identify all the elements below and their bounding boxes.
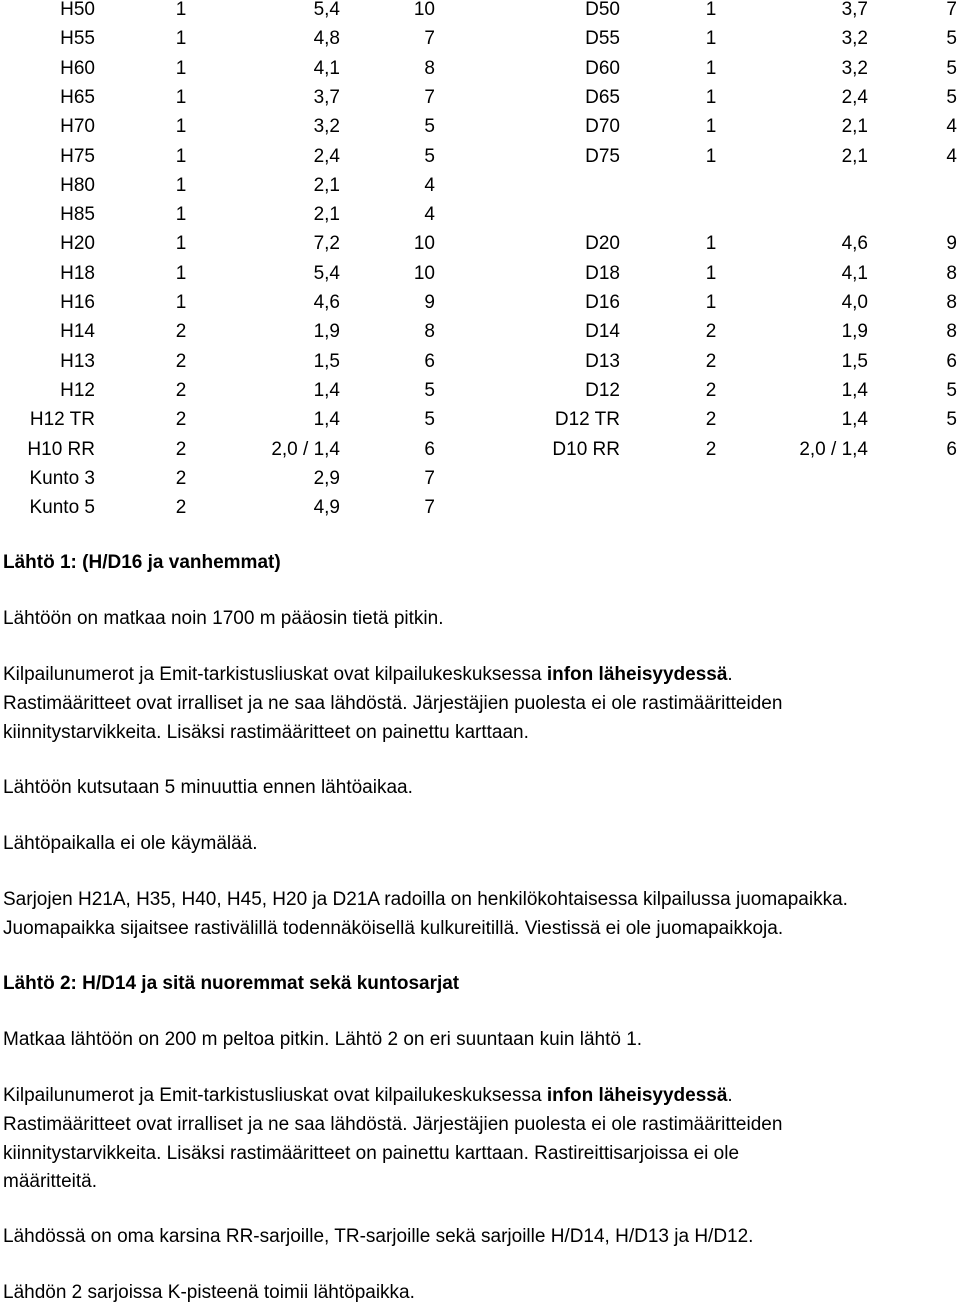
men-class-name: H20 <box>60 233 95 255</box>
start2-kpoint-text: Lähdön 2 sarjoissa K-pisteenä toimii lähtöpaikka. <box>3 1282 415 1303</box>
women-control-count: 5 <box>946 409 957 431</box>
women-control-count: 4 <box>946 116 957 138</box>
start2-emit-bold: infon läheisyydessä <box>546 1085 728 1106</box>
women-class-name: D10 RR <box>552 438 620 460</box>
men-course-length: 5,4 <box>313 0 340 20</box>
men-class-name: H85 <box>60 204 95 226</box>
women-control-count: 5 <box>946 28 957 50</box>
men-course-length: 4,6 <box>313 292 340 313</box>
men-leg-number: 2 <box>175 321 187 343</box>
men-control-count: 5 <box>424 379 435 401</box>
start2-heading: Lähtö 2: H/D14 ja sitä nuoremmat sekä kuntosarjat <box>3 973 460 994</box>
women-control-count: 8 <box>946 321 957 343</box>
women-class-name: D60 <box>585 57 620 79</box>
women-class-name: D50 <box>585 0 620 20</box>
men-class-name: H12 TR <box>29 409 95 431</box>
women-course-length: 4,1 <box>841 262 868 284</box>
table-row <box>0 234 960 263</box>
women-leg-number: 1 <box>705 86 717 108</box>
start2-emit-text <box>3 1081 953 1110</box>
start2-emit-pre: Kilpailunumerot ja Emit-tarkistusliuskat ovat kilpailukeskuksessa <box>3 1085 547 1106</box>
men-leg-number: 2 <box>175 379 187 401</box>
men-class-name: Kunto 5 <box>29 497 95 519</box>
men-control-count: 5 <box>424 116 435 138</box>
men-leg-number: 2 <box>175 497 187 519</box>
table-row <box>0 88 960 117</box>
men-control-count: 7 <box>424 28 435 50</box>
women-leg-number: 2 <box>705 350 717 372</box>
men-leg-number: 1 <box>175 57 187 79</box>
women-control-count: 4 <box>946 145 957 167</box>
women-course-length: 3,7 <box>841 0 868 20</box>
table-row <box>0 176 960 205</box>
men-leg-number: 1 <box>175 204 187 226</box>
table-row <box>0 381 960 410</box>
women-class-name: D14 <box>585 321 620 343</box>
men-class-name: H10 RR <box>27 438 95 460</box>
women-class-name: D12 <box>585 379 620 401</box>
men-leg-number: 1 <box>175 86 187 108</box>
table-row <box>0 410 960 439</box>
table-row <box>0 59 960 88</box>
men-class-name: H16 <box>60 292 95 313</box>
men-leg-number: 1 <box>175 262 187 284</box>
women-control-count: 7 <box>946 0 957 20</box>
women-control-count: 6 <box>946 438 957 460</box>
start1-call-text: Lähtöön kutsutaan 5 minuuttia ennen lähtöaikaa. <box>3 777 413 798</box>
men-course-length: 1,9 <box>313 321 340 343</box>
table-row <box>0 205 960 234</box>
women-leg-number: 1 <box>705 233 717 255</box>
men-course-length: 7,2 <box>313 233 340 255</box>
women-class-name: D20 <box>585 233 620 255</box>
men-class-name: H12 <box>60 379 95 401</box>
start1-emit-bold: infon läheisyydessä <box>546 664 728 685</box>
start2-descriptions-line1: Rastimääritteet ovat irralliset ja ne saa lähdöstä. Järjestäjien puolesta ei ole rastimääritteiden <box>3 1114 783 1135</box>
men-control-count: 10 <box>413 262 435 284</box>
men-course-length: 2,0 / 1,4 <box>271 438 340 460</box>
women-leg-number: 1 <box>705 57 717 79</box>
women-class-name: D75 <box>585 145 620 167</box>
women-control-count: 6 <box>946 350 957 372</box>
women-leg-number: 2 <box>705 438 717 460</box>
men-leg-number: 2 <box>175 350 187 372</box>
start2-emit-post: . <box>727 1085 733 1106</box>
men-leg-number: 1 <box>175 233 187 255</box>
men-leg-number: 1 <box>175 28 187 50</box>
men-class-name: H55 <box>60 28 95 50</box>
men-class-name: H70 <box>60 116 95 138</box>
men-control-count: 4 <box>424 204 435 226</box>
women-course-length: 1,4 <box>841 409 868 431</box>
women-leg-number: 1 <box>705 262 717 284</box>
men-control-count: 10 <box>413 233 435 255</box>
men-class-name: H65 <box>60 86 95 108</box>
women-class-name: D16 <box>585 292 620 313</box>
men-control-count: 5 <box>424 145 435 167</box>
table-row <box>0 117 960 146</box>
men-course-length: 2,4 <box>313 145 340 167</box>
women-class-name: D13 <box>585 350 620 372</box>
men-course-length: 4,9 <box>313 497 340 519</box>
table-row <box>0 147 960 176</box>
men-control-count: 10 <box>413 0 435 20</box>
women-control-count: 8 <box>946 292 957 313</box>
table-row <box>0 293 960 322</box>
men-leg-number: 1 <box>175 116 187 138</box>
women-class-name: D12 TR <box>554 409 620 431</box>
men-course-length: 4,1 <box>313 57 340 79</box>
men-leg-number: 1 <box>175 174 187 196</box>
women-leg-number: 2 <box>705 409 717 431</box>
men-course-length: 2,1 <box>313 204 340 226</box>
men-course-length: 1,4 <box>313 409 340 431</box>
men-control-count: 7 <box>424 467 435 489</box>
men-class-name: H13 <box>60 350 95 372</box>
men-course-length: 5,4 <box>313 262 340 284</box>
table-row <box>0 469 960 498</box>
start1-heading: Lähtö 1: (H/D16 ja vanhemmat) <box>3 552 281 573</box>
men-control-count: 5 <box>424 409 435 431</box>
table-row <box>0 264 960 293</box>
start1-distance-text: Lähtöön on matkaa noin 1700 m pääosin tietä pitkin. <box>3 608 444 629</box>
men-course-length: 4,8 <box>313 28 340 50</box>
men-class-name: H75 <box>60 145 95 167</box>
men-leg-number: 1 <box>175 292 187 313</box>
table-row <box>0 352 960 381</box>
men-class-name: H80 <box>60 174 95 196</box>
start1-emit-text <box>3 660 953 689</box>
men-class-name: Kunto 3 <box>29 467 95 489</box>
women-leg-number: 1 <box>705 292 717 313</box>
men-course-length: 1,5 <box>313 350 340 372</box>
women-control-count: 8 <box>946 262 957 284</box>
men-class-name: H60 <box>60 57 95 79</box>
women-course-length: 4,0 <box>841 292 868 313</box>
men-course-length: 3,7 <box>313 86 340 108</box>
men-control-count: 7 <box>424 86 435 108</box>
start1-descriptions-line1: Rastimääritteet ovat irralliset ja ne saa lähdöstä. Järjestäjien puolesta ei ole rastimääritteiden <box>3 693 783 714</box>
women-course-length: 1,5 <box>841 350 868 372</box>
men-control-count: 6 <box>424 438 435 460</box>
women-course-length: 3,2 <box>841 28 868 50</box>
women-control-count: 9 <box>946 233 957 255</box>
table-row <box>0 322 960 351</box>
women-class-name: D65 <box>585 86 620 108</box>
women-course-length: 2,0 / 1,4 <box>799 438 868 460</box>
women-leg-number: 1 <box>705 28 717 50</box>
start1-emit-pre: Kilpailunumerot ja Emit-tarkistusliuskat ovat kilpailukeskuksessa <box>3 664 547 685</box>
table-row <box>0 29 960 58</box>
men-course-length: 3,2 <box>313 116 340 138</box>
women-control-count: 5 <box>946 57 957 79</box>
men-leg-number: 2 <box>175 467 187 489</box>
men-course-length: 2,9 <box>313 467 340 489</box>
men-leg-number: 2 <box>175 438 187 460</box>
table-row <box>0 0 960 29</box>
women-leg-number: 1 <box>705 116 717 138</box>
women-course-length: 2,4 <box>841 86 868 108</box>
women-course-length: 2,1 <box>841 116 868 138</box>
women-class-name: D55 <box>585 28 620 50</box>
women-class-name: D18 <box>585 262 620 284</box>
women-course-length: 3,2 <box>841 57 868 79</box>
men-control-count: 9 <box>424 292 435 313</box>
men-control-count: 6 <box>424 350 435 372</box>
women-course-length: 4,6 <box>841 233 868 255</box>
men-control-count: 7 <box>424 497 435 519</box>
start1-drink-line1: Sarjojen H21A, H35, H40, H45, H20 ja D21A radoilla on henkilökohtaisessa kilpailussa juomapaikka. <box>3 889 848 910</box>
women-control-count: 5 <box>946 86 957 108</box>
women-leg-number: 2 <box>705 321 717 343</box>
start1-emit-post: . <box>727 664 733 685</box>
table-row <box>0 498 960 527</box>
men-control-count: 4 <box>424 174 435 196</box>
women-course-length: 2,1 <box>841 145 868 167</box>
table-row <box>0 440 960 469</box>
women-class-name: D70 <box>585 116 620 138</box>
men-course-length: 2,1 <box>313 174 340 196</box>
men-control-count: 8 <box>424 321 435 343</box>
men-control-count: 8 <box>424 57 435 79</box>
women-leg-number: 1 <box>705 0 717 20</box>
start2-descriptions-line2: kiinnitystarvikkeita. Lisäksi rastimääritteet on painettu karttaan. Rastireittisarjoissa ei ole <box>3 1143 740 1164</box>
men-leg-number: 1 <box>175 145 187 167</box>
women-course-length: 1,4 <box>841 379 868 401</box>
start2-pen-text: Lähdössä on oma karsina RR-sarjoille, TR-sarjoille sekä sarjoille H/D14, H/D13 ja H/D12. <box>3 1226 754 1247</box>
men-class-name: H18 <box>60 262 95 284</box>
men-class-name: H50 <box>60 0 95 20</box>
women-leg-number: 1 <box>705 145 717 167</box>
start2-distance-text: Matkaa lähtöön on 200 m peltoa pitkin. Lähtö 2 on eri suuntaan kuin lähtö 1. <box>3 1029 643 1050</box>
start1-toilet-text: Lähtöpaikalla ei ole käymälää. <box>3 833 258 854</box>
start1-drink-line2: Juomapaikka sijaitsee rastivälillä todennäköisellä kulkureitillä. Viestissä ei ole juomapaikkoja. <box>3 918 784 939</box>
men-course-length: 1,4 <box>313 379 340 401</box>
women-course-length: 1,9 <box>841 321 868 343</box>
start2-descriptions-line3: määritteitä. <box>3 1171 97 1192</box>
men-leg-number: 2 <box>175 409 187 431</box>
men-leg-number: 1 <box>175 0 187 20</box>
start1-descriptions-line2: kiinnitystarvikkeita. Lisäksi rastimääritteet on painettu karttaan. <box>3 722 529 743</box>
women-leg-number: 2 <box>705 379 717 401</box>
men-class-name: H14 <box>60 321 95 343</box>
women-control-count: 5 <box>946 379 957 401</box>
